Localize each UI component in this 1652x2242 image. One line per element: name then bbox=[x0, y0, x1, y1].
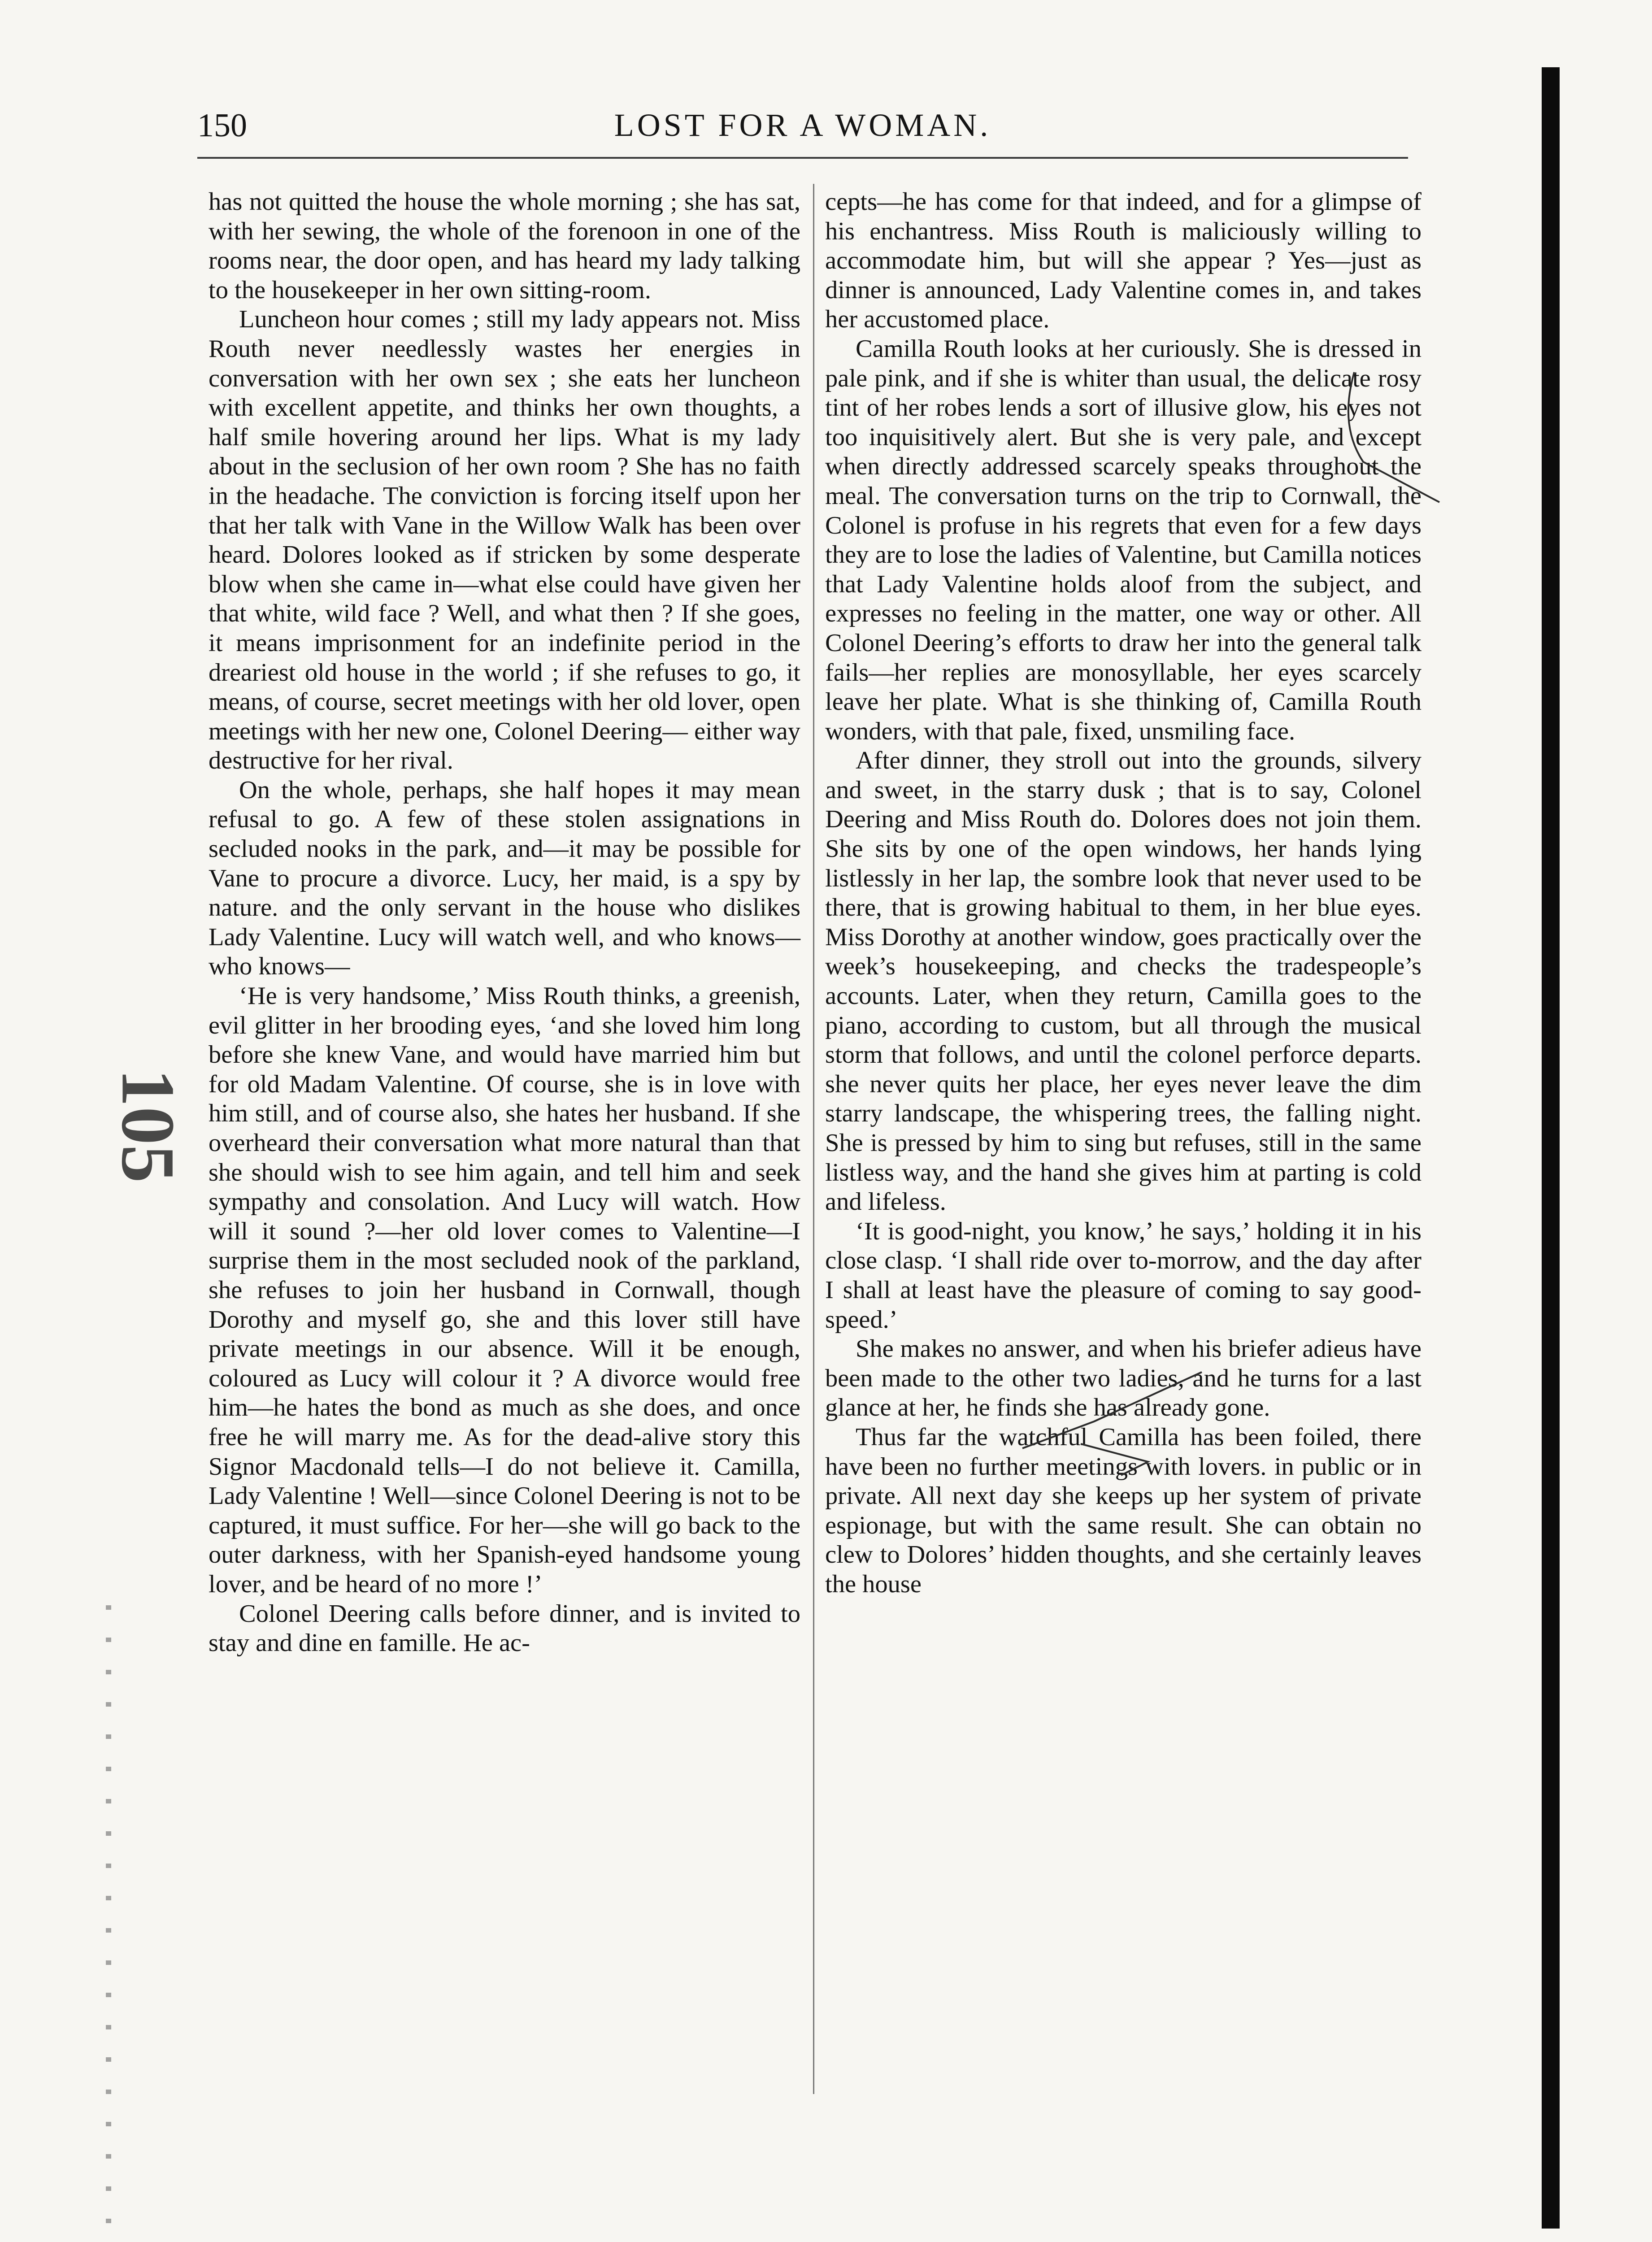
left-column bbox=[209, 187, 800, 1658]
paragraph: Camilla Routh looks at her curiously. She is dressed in pale pink, and if she is whiter than usual, the delicate rosy tint of her robes lends a sort of illusive glow, his eyes not too inquisitively alert. But she is very pale, and except when directly addressed scarcely speaks throughout the meal. The conversation turns on the trip to Cornwall, the Colonel is profuse in his regrets that even for a few days they are to lose the ladies of Valentine, but Camilla notices that Lady Valentine holds aloof from the subject, and expresses no feeling in the matter, one way or other. All Colonel Deering’s efforts to draw her into the general talk fails—her replies are monosyllable, her eyes scarcely leave her plate. What is she thinking of, Camilla Routh wonders, with that pale, fixed, unsmiling face. bbox=[825, 335, 1422, 745]
paragraph: Colonel Deering calls before dinner, and is invited to stay and dine en famille. He ac- bbox=[209, 1599, 800, 1657]
header-rule bbox=[197, 157, 1408, 159]
page-edge-shadow bbox=[1542, 67, 1560, 2229]
column-divider bbox=[813, 184, 814, 2094]
paragraph: After dinner, they stroll out into the grounds, silvery and sweet, in the starry dusk ; that is to say, Colonel Deering and Miss Routh do. Dolores does not join them. She sits by one of the open windows, her hands lying listlessly in her lap, the sombre look that never used to be there, that is growing habitual to them, in her blue eyes. Miss Dorothy at another window, goes practically over the week’s housekeeping, and checks the tradespeople’s accounts. Later, when they return, Camilla goes to the piano, according to custom, but all through the musical storm that follows, and until the colonel perforce departs. she never quits her place, her eyes never leave the dim starry landscape, the whispering trees, the falling night. She is pressed by him to sing but refuses, still in the same listless way, and the hand she gives him at parting is cold and lifeless. bbox=[825, 747, 1422, 1216]
paragraph: On the whole, perhaps, she half hopes it may mean refusal to go. A few of these stolen assignations in secluded nooks in the park, and—it may be possible for Vane to procure a divorce. Lucy, her maid, is a spy by nature. and the only servant in the house who dislikes Lady Valentine. Lucy will watch well, and who knows—who knows— bbox=[209, 776, 800, 981]
pencil-annotation-mark bbox=[1013, 1368, 1247, 1484]
paragraph: Luncheon hour comes ; still my lady appears not. Miss Routh never needlessly wastes her energies in conversation with her own sex ; she eats her luncheon with excellent appetite, and thinks her own thoughts, a half smile hovering around her lips. What is my lady about in the seclusion of her own room ? She has no faith in the headache. The conviction is forcing itself upon her that her talk with Vane in the Willow Walk has been over heard. Dolores looked as if stricken by some desperate blow when she came in—what else could have given her that white, wild face ? Well, and what then ? If she goes, it means imprisonment for an indefinite period in the dreariest old house in the world ; if she refuses to go, it means, of course, secret meetings with her old lover, open meetings with her new one, Colonel Deering— either way destructive for her rival. bbox=[209, 305, 800, 775]
paragraph: She makes no answer, and when his briefer adieus have been made to the other two ladies, and he turns for a last glance at her, he finds she has already gone. bbox=[825, 1335, 1422, 1422]
paragraph: cepts—he has come for that indeed, and for a glimpse of his enchantress. Miss Routh is maliciously willing to accommodate him, but will she appear ? Yes—just as dinner is announced, Lady Valentine comes in, and takes her accustomed place. bbox=[825, 188, 1422, 334]
running-title: LOST FOR A WOMAN. bbox=[614, 107, 991, 143]
paragraph: Thus far the watchful Camilla has been foiled, there have been no further meetings with lovers. in public or in private. All next day she keeps up her system of private espionage, but with the same result. She can obtain no clew to Dolores’ hidden thoughts, and she certainly leaves the house bbox=[825, 1423, 1422, 1598]
margin-stamp: 105 bbox=[106, 1068, 191, 1183]
paragraph: ‘It is good-night, you know,’ he says,’ holding it in his close clasp. ‘I shall ride over to-morrow, and the day after I shall at least have the pleasure of coming to say good-speed.’ bbox=[825, 1217, 1422, 1334]
page-number: 150 bbox=[197, 107, 247, 144]
paragraph: has not quitted the house the whole morning ; she has sat, with her sewing, the whole of the forenoon in one of the rooms near, the door open, and has heard my lady talking to the housekeeper in her own sitting-room. bbox=[209, 188, 800, 304]
pencil-annotation-mark bbox=[1336, 368, 1453, 511]
paragraph: ‘He is very handsome,’ Miss Routh thinks, a greenish, evil glitter in her brooding eyes, ‘and she loved him long before she knew Vane, and would have married him but for old Madam Valentine. Of course, she is in love with him still, and of course also, she hates her husband. If she overheard their conversation what more natural than that she should wish to see him again, and tell him and seek sympathy and consolation. And Lucy will watch. How will it sound ?—her old lover comes to Valentine—I surprise them in the most secluded nook of the parkland, she refuses to join her husband in Cornwall, though Dorothy and myself go, she and this lover still have private meetings in our absence. Will it be enough, coloured as Lucy will colour it ? A divorce would free him—he hates the bond as much as she does, and once free he will marry me. As for the dead-alive story this Signor Macdonald tells—I do not believe it. Camilla, Lady Valentine ! Well—since Colonel Deering is not to be captured, it must suffice. For her—she will go back to the outer darkness, with her Spanish-eyed handsome young lover, and be heard of no more !’ bbox=[209, 982, 800, 1598]
running-header bbox=[197, 107, 1408, 156]
margin-binding-marks bbox=[106, 1605, 111, 2233]
